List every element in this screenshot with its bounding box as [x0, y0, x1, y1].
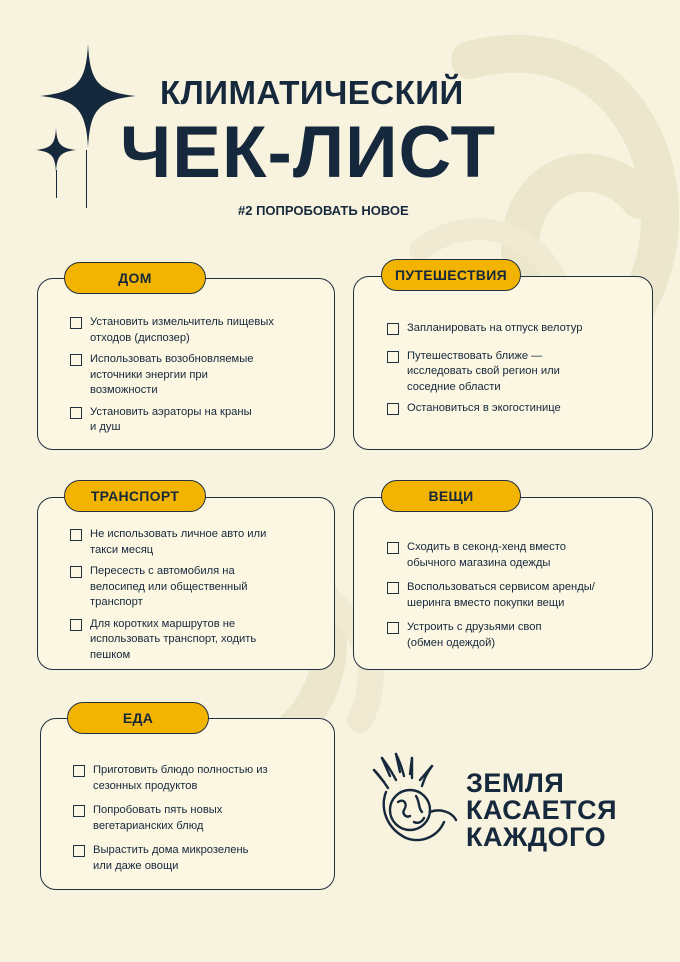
checklist-item-text: Воспользоваться сервисом аренды/ шеринга вместо покупки вещи	[407, 581, 595, 609]
checklist-item-text: Устроить с друзьями своп (обмен одеждой)	[407, 621, 542, 649]
checklist-item[interactable]	[387, 540, 649, 571]
checkbox[interactable]	[70, 407, 82, 419]
checklist-item-text: Вырастить дома микрозелень или даже овощи	[93, 844, 249, 872]
checklist-item[interactable]	[70, 352, 326, 399]
checkbox[interactable]	[387, 351, 399, 363]
page-title-line1: КЛИМАТИЧЕСКИЙ	[160, 74, 464, 111]
checklist-item[interactable]	[73, 803, 329, 834]
checklist-item[interactable]	[70, 564, 328, 611]
checklist-item-text: Использовать возобновляемые источники энергии при возможности	[90, 353, 254, 396]
checklist-item[interactable]	[387, 349, 645, 396]
checklist-item[interactable]	[73, 763, 329, 794]
logo-line1: ЗЕМЛЯ	[466, 768, 565, 798]
checkbox[interactable]	[70, 529, 82, 541]
checklist-item[interactable]	[70, 405, 326, 436]
page-subtitle: #2 ПОПРОБОВАТЬ НОВОЕ	[238, 203, 409, 218]
checklist-item[interactable]	[70, 527, 328, 558]
checklist-item-text: Установить измельчитель пищевых отходов (диспозер)	[90, 316, 274, 344]
checklist-item-text: Приготовить блюдо полностью из сезонных продуктов	[93, 764, 268, 792]
checklist-item-text: Не использовать личное авто или такси месяц	[90, 528, 267, 556]
checklist-item-text: Попробовать пять новых вегетарианских блюд	[93, 804, 223, 832]
section-label-things: ВЕЩИ	[381, 480, 521, 512]
checkbox[interactable]	[387, 323, 399, 335]
checkbox[interactable]	[70, 354, 82, 366]
checkbox[interactable]	[70, 317, 82, 329]
checklist-item[interactable]	[387, 580, 649, 611]
checklist-things	[387, 540, 649, 657]
checklist-home	[70, 315, 326, 442]
checklist-item[interactable]	[387, 321, 645, 337]
checklist-item[interactable]	[73, 843, 329, 874]
checklist-item[interactable]	[70, 315, 326, 346]
checklist-item-text: Установить аэраторы на краны и душ	[90, 405, 252, 433]
checklist-item-text: Путешествовать ближе — исследовать свой регион или соседние области	[407, 349, 560, 393]
checkbox[interactable]	[73, 845, 85, 857]
checkbox[interactable]	[387, 403, 399, 415]
checklist-item[interactable]	[387, 401, 645, 417]
checkbox[interactable]	[387, 542, 399, 554]
checklist-item-text: Сходить в секонд-хенд вместо обычного магазина одежды	[407, 541, 566, 569]
checklist-item[interactable]	[387, 620, 649, 651]
checkbox[interactable]	[70, 566, 82, 578]
section-label-transport: ТРАНСПОРТ	[64, 480, 206, 512]
section-label-travel: ПУТЕШЕСТВИЯ	[381, 259, 521, 291]
section-label-food: ЕДА	[67, 702, 209, 734]
checklist-item-text: Запланировать на отпуск велотур	[407, 322, 583, 334]
star-stem-line	[86, 150, 87, 208]
checklist-transport	[70, 527, 328, 669]
checkbox[interactable]	[387, 582, 399, 594]
page-title-line2: ЧЕК-ЛИСТ	[120, 112, 497, 193]
checkbox[interactable]	[73, 765, 85, 777]
checklist-item[interactable]	[70, 617, 328, 664]
checkbox[interactable]	[70, 619, 82, 631]
checklist-travel	[387, 321, 645, 423]
brand-logo-text	[466, 770, 617, 851]
checklist-item-text: Для коротких маршрутов не использовать транспорт, ходить пешком	[90, 617, 257, 661]
logo-line2: КАСАЕТСЯ	[466, 795, 618, 825]
small-star-icon	[36, 128, 76, 172]
checklist-item-text: Остановиться в экогостинице	[407, 402, 561, 414]
section-label-home: ДОМ	[64, 262, 206, 294]
checkbox[interactable]	[387, 622, 399, 634]
checklist-item-text: Пересесть с автомобиля на велосипед или общественный транспорт	[90, 565, 248, 608]
logo-line3: КАЖДОГО	[466, 822, 607, 852]
checkbox[interactable]	[73, 805, 85, 817]
hand-globe-icon	[366, 752, 462, 848]
checklist-food	[73, 763, 329, 880]
small-star-stem-line	[56, 170, 57, 198]
